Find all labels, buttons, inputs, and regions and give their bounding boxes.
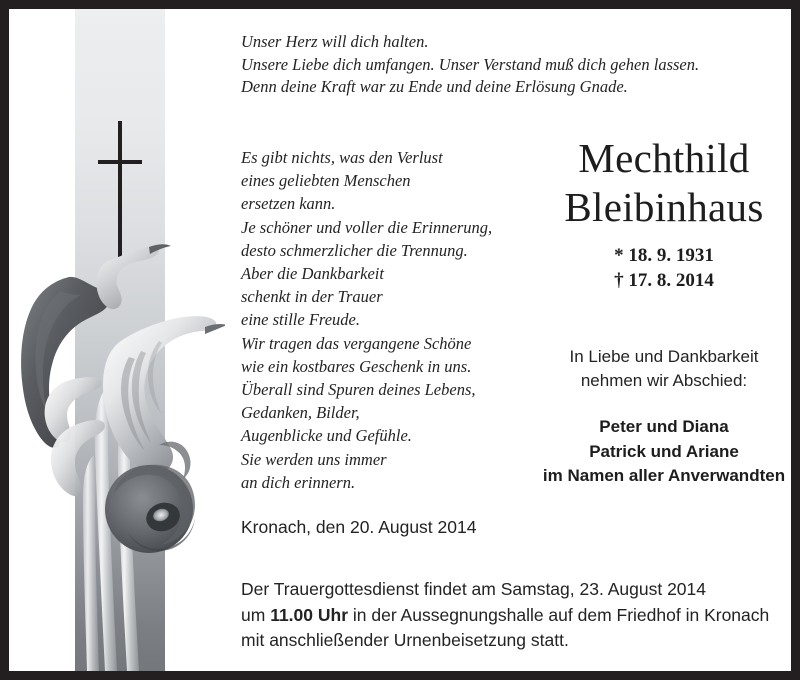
service-line-2-before: um <box>241 604 271 625</box>
deceased-block <box>521 135 791 489</box>
top-verse <box>241 31 786 99</box>
place-and-date: Kronach, den 20. August 2014 <box>241 517 477 537</box>
memorial-graphic <box>9 9 225 671</box>
notice-body <box>9 9 791 671</box>
deceased-first-name: Mechthild <box>578 135 750 181</box>
poem-line: Je schöner und voller die Erinnerung, <box>241 217 493 237</box>
service-details <box>241 577 791 654</box>
death-date: † 17. 8. 2014 <box>614 270 714 291</box>
poem-line: an dich erinnern. <box>241 472 356 492</box>
farewell-line: In Liebe und Dankbarkeit <box>569 347 759 366</box>
poem-line: Überall sind Spuren deines Lebens, <box>241 380 476 400</box>
family-line: Peter und Diana <box>599 417 729 436</box>
poem-line: Wir tragen das vergangene Schöne <box>241 333 472 353</box>
farewell-text <box>521 345 791 393</box>
poem-line: desto schmerzlicher die Trennung. <box>241 240 468 260</box>
poem-line: schenkt in der Trauer <box>241 287 383 307</box>
birth-date: * 18. 9. 1931 <box>614 245 714 266</box>
poem-line: Aber die Dankbarkeit <box>241 264 384 284</box>
top-verse-line: Denn deine Kraft war zu Ende und deine Erlösung Gnade. <box>241 77 628 96</box>
poem-line: Augenblicke und Gefühle. <box>241 426 412 446</box>
farewell-line: nehmen wir Abschied: <box>580 371 748 390</box>
life-dates <box>521 243 791 293</box>
top-verse-line: Unsere Liebe dich umfangen. Unser Verstand muß dich gehen lassen. <box>241 54 700 74</box>
deceased-last-name: Bleibinhaus <box>564 184 764 230</box>
calla-lily-illustration <box>9 9 225 671</box>
service-line-1: Der Trauergottesdienst findet am Samstag, 23. August 2014 <box>241 579 706 599</box>
poem-line: Gedanken, Bilder, <box>241 403 360 423</box>
family-line: im Namen aller Anverwandten <box>542 466 786 485</box>
family-names <box>521 415 791 489</box>
service-time: 11.00 Uhr <box>270 604 349 625</box>
family-line: Patrick und Ariane <box>589 441 739 461</box>
poem-line: eine stille Freude. <box>241 310 360 330</box>
service-line-2 <box>241 603 791 629</box>
service-line-3: mit anschließender Urnenbeisetzung statt. <box>241 630 569 650</box>
memorial-poem <box>241 146 511 494</box>
poem-line: Es gibt nichts, was den Verlust <box>241 148 443 167</box>
poem-line: ersetzen kann. <box>241 194 336 214</box>
poem-line: wie ein kostbares Geschenk in uns. <box>241 356 472 376</box>
service-line-2-after: in der Aussegnungshalle auf dem Friedhof in Kronach <box>348 604 770 625</box>
top-verse-line: Unser Herz will dich halten. <box>241 32 429 51</box>
poem-line: Sie werden uns immer <box>241 449 387 469</box>
poem-line: eines geliebten Menschen <box>241 171 411 191</box>
